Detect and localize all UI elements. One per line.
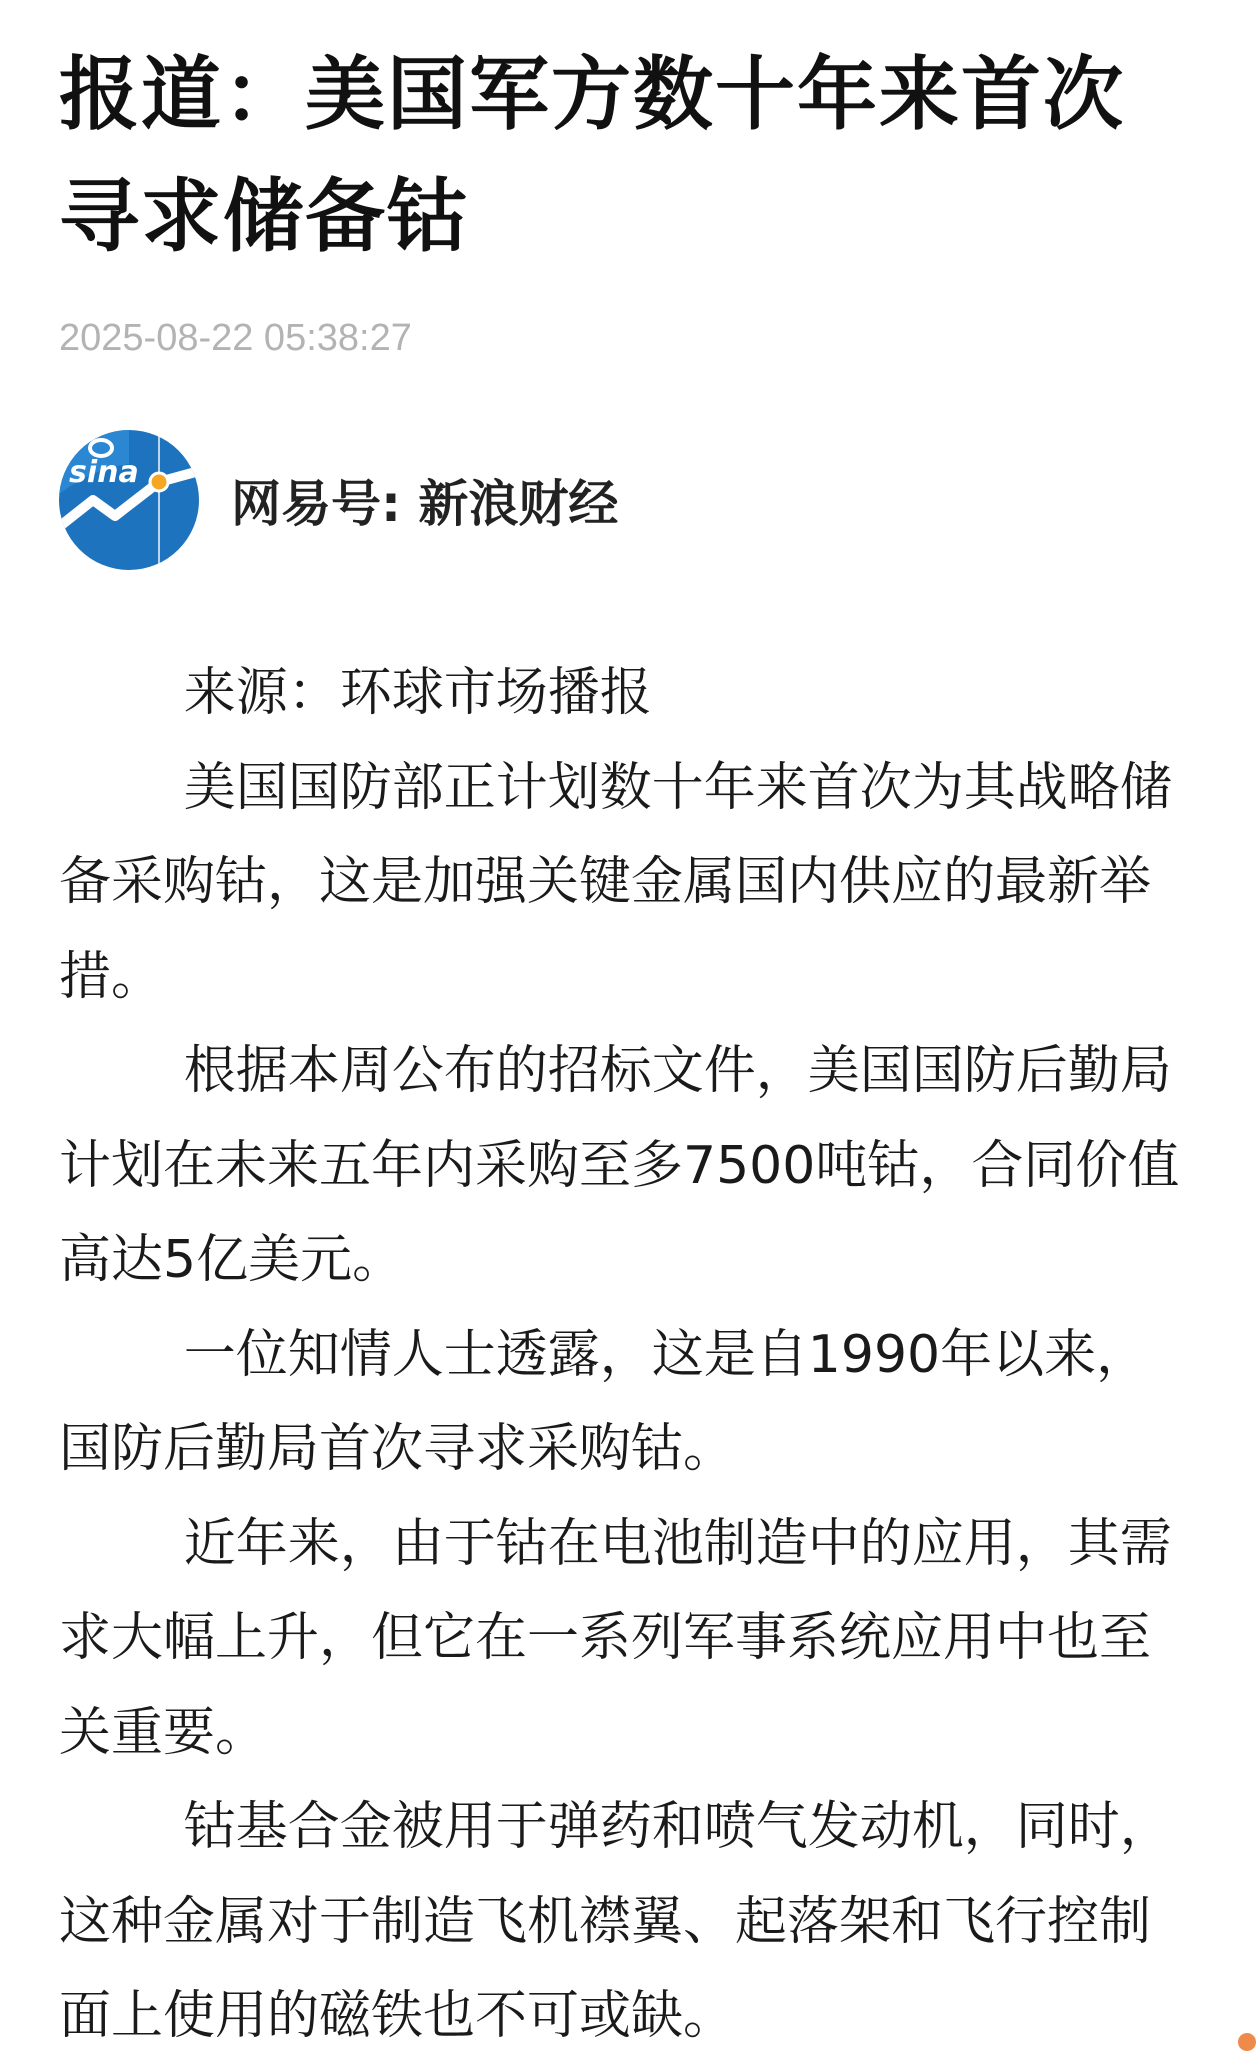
scroll-indicator-dot [1238, 2033, 1256, 2051]
author-row[interactable] [59, 430, 1199, 570]
article-paragraph: 近年来，由于钴在电池制造中的应用，其需求大幅上升，但它在一系列军事系统应用中也至关重要。 [59, 1513, 1172, 1763]
publish-timestamp: 2025-08-22 05:38:27 [59, 317, 412, 359]
article-title: 报道：美国军方数十年来首次寻求储备钴 [59, 48, 1125, 263]
article-paragraph: 来源：环球市场播报 [183, 663, 652, 723]
article-paragraph: 一位知情人士透露，这是自1990年以来，国防后勤局首次寻求采购钴。 [59, 1324, 1149, 1479]
article [59, 34, 1199, 2064]
article-body [59, 646, 1199, 2064]
article-paragraph: 根据本周公布的招标文件，美国国防后勤局计划在未来五年内采购至多7500吨钴，合同价值高达5亿美元。 [59, 1041, 1180, 1290]
article-paragraph: 钴基合金被用于弹药和喷气发动机，同时，这种金属对于制造飞机襟翼、起落架和飞行控制面上使用的磁铁也不可或缺。 [59, 1797, 1172, 2046]
author-name[interactable]: 网易号: 新浪财经 [231, 475, 619, 533]
sina-finance-logo-icon[interactable] [59, 430, 199, 570]
avatar-logo-text: sina [69, 455, 139, 490]
article-paragraph: 美国国防部正计划数十年来首次为其战略储备采购钴，这是加强关键金属国内供应的最新举措。 [59, 757, 1172, 1007]
